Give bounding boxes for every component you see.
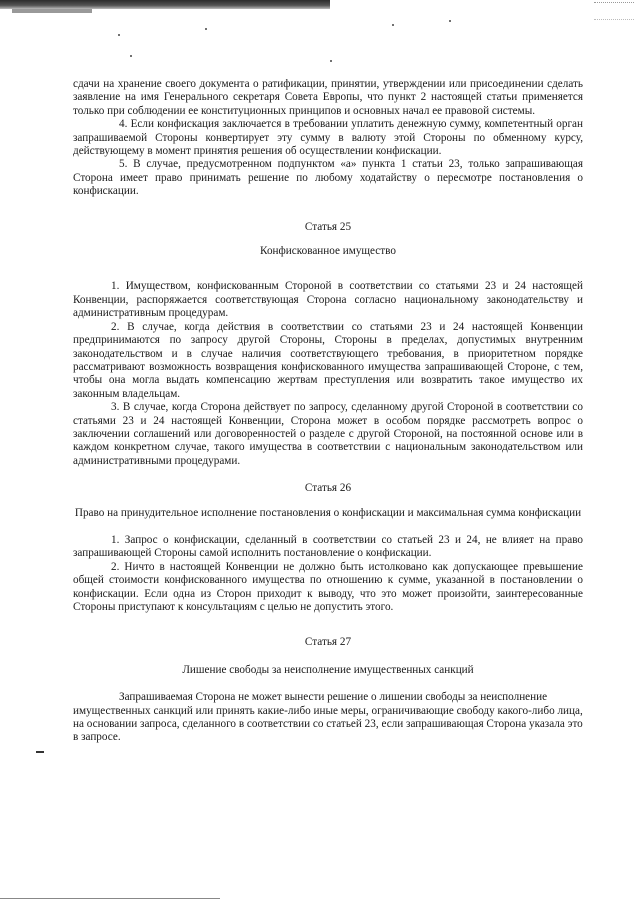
scan-speck (330, 60, 332, 62)
article-25-number: Статья 25 (304, 220, 352, 233)
article-27-number: Статья 27 (304, 636, 352, 649)
scan-speck (205, 28, 207, 30)
article-26-title: Право на принудительное исполнение постановления о конфискации и максимальная сумма конфискации (74, 506, 582, 519)
scan-speck (392, 24, 394, 26)
scan-speck (130, 55, 132, 57)
article-25-paragraph: 2. В случае, когда действия в соответствии со статьями 23 и 24 настоящей Конвенции предпринимаются по запросу другой Стороны, Стороны в пределах, допустимых внутренним законодательством и в случае наличия соответствующего требования, в приоритетном порядке рассматривают возможность возвращения конфискованного имущества запрашивающей Стороне, с тем, чтобы она могла выдать компенсацию жертвам преступления или возвратить такое имущество их законным владельцам. (73, 320, 583, 400)
margin-mark (36, 751, 44, 753)
intro-paragraph: сдачи на хранение своего документа о ратификации, принятии, утверждении или присоединении сделать заявление на имя Генерального секретаря Совета Европы, что пункт 2 настоящей статьи применяется только при соблюдении ее конституционных принципов и основных начал ее правовой системы. (73, 78, 583, 117)
scan-artifact-bar (12, 9, 92, 13)
scan-speck (118, 34, 120, 36)
article-25-paragraph: 3. В случае, когда Сторона действует по запросу, сделанному другой Стороной в соответствии со статьями 23 и 24 настоящей Конвенции, Сторона может в особом порядке рассмотреть вопрос о заключении соглашений или договоренностей о разделе с другой Стороной, на постоянной основе или в каждом конкретном случае, такого имущества в соответствии с национальным законодательством или административными процедурами. (73, 401, 583, 467)
article-25-paragraph: 1. Имуществом, конфискованным Стороной в соответствии со статьями 23 и 24 настоящей Конвенции, распоряжается соответствующая Сторона согласно национальному законодательству и административным процедурам. (73, 280, 583, 320)
article-26-paragraph: 2. Ничто в настоящей Конвенции не должно быть истолковано как допускающее превышение общей стоимости конфискованного имущества по отношению к сумме, указанной в постановлении о конфискации. Если одна из Сторон приходит к выводу, что это может произойти, заинтересованные Стороны приступают к консультациям с целью не допустить этого. (73, 560, 583, 613)
intro-paragraph: 5. В случае, предусмотренном подпунктом «а» пункта 1 статьи 23, только запрашивающая Сторона имеет право принимать решение по любому ходатайству о пересмотре постановления о конфискации. (73, 158, 583, 198)
document-body (73, 78, 583, 745)
article-26-paragraph: 1. Запрос о конфискации, сделанный в соответствии со статьей 23 и 24, не влияет на право запрашивающей Стороны самой исполнить постановление о конфискации. (73, 533, 583, 560)
article-25-title: Конфискованное имущество (260, 245, 396, 258)
scan-artifact-line (0, 898, 220, 899)
intro-paragraph: 4. Если конфискация заключается в требовании уплатить денежную сумму, компетентный орган запрашиваемой Стороны конвертирует эту сумму в валюту этой Стороны по обменному курсу, действующему в момент принятия решения об осуществлении конфискации. (73, 118, 583, 158)
article-26-number: Статья 26 (304, 482, 352, 495)
scan-artifact-dots (594, 2, 634, 20)
scan-speck (449, 20, 451, 22)
scan-artifact-bar (0, 0, 330, 9)
article-27-paragraph: Запрашиваемая Сторона не может вынести решение о лишении свободы за неисполнение имущественных санкций или принять какие-либо иные меры, ограничивающие свободу какого-либо лица, на основании запроса, сделанного в соответствии со статьей 23, если запрашивающая Сторона указала это в запросе. (73, 691, 583, 744)
article-27-title: Лишение свободы за неисполнение имущественных санкций (182, 663, 474, 676)
